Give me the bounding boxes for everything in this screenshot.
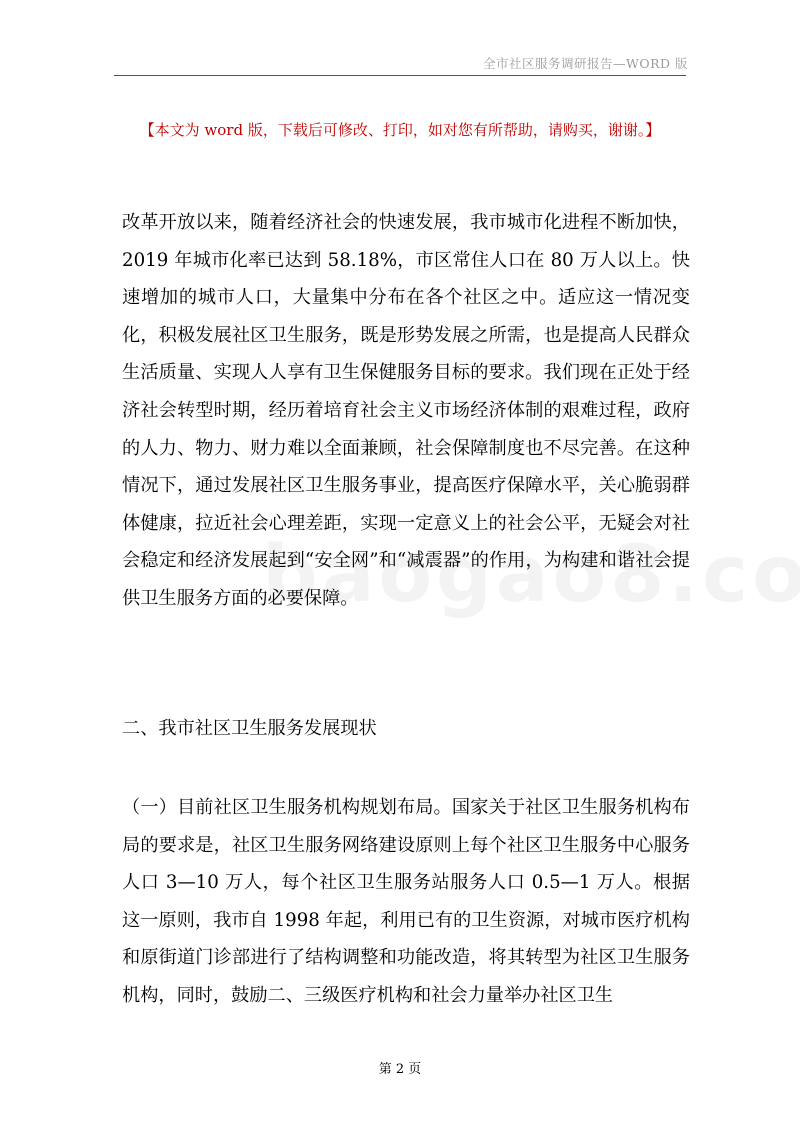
- header-title: 全市社区服务调研报告—WORD 版: [482, 56, 688, 71]
- purchase-notice: 【本文为 word 版，下载后可修改、打印，如对您有所帮助，请购买，谢谢。】: [139, 121, 661, 139]
- page-number: 第 2 页: [378, 1062, 422, 1077]
- page-header: [0, 0, 800, 80]
- section-heading: 二、我市社区卫生服务发展现状: [122, 718, 377, 739]
- header-divider: [114, 75, 686, 76]
- body-paragraph-intro: 改革开放以来，随着经济社会的快速发展，我市城市化进程不断加快，2019 年城市化率已达到 58.18%，市区常住人口在 80 万人以上。快速增加的城市人口，大量集中分布在各个社区之中。适应这一情况变化，积极发展社区卫生服务，既是形势发展之所需，也是提高人民群众生活质量、实现人人享有卫生保健服务目标的要求。我们现在正处于经济社会转型时期，经历着培育社会主义市场经济体制的艰难过程，政府的人力、物力、财力难以全面兼顾，社会保障制度也不尽完善。在这种情况下，通过发展社区卫生服务事业，提高医疗保障水平，关心脆弱群体健康，拉近社会心理差距，实现一定意义上的社会公平，无疑会对社会稳定和经济发展起到“安全网”和“减震器”的作用，为构建和谐社会提供卫生服务方面的必要保障。: [122, 212, 690, 609]
- body-paragraph-layout: （一）目前社区卫生服务机构规划布局。国家关于社区卫生服务机构布局的要求是，社区卫生服务网络建设原则上每个社区卫生服务中心服务人口 3—10 万人，每个社区卫生服务站服务人口 0.5—1 万人。根据这一原则，我市自 1998 年起，利用已有的卫生资源，对城市医疗机构和原街道门诊部进行了结构调整和功能改造，将其转型为社区卫生服务机构，同时，鼓励二、三级医疗机构和社会力量举办社区卫生: [122, 797, 690, 1006]
